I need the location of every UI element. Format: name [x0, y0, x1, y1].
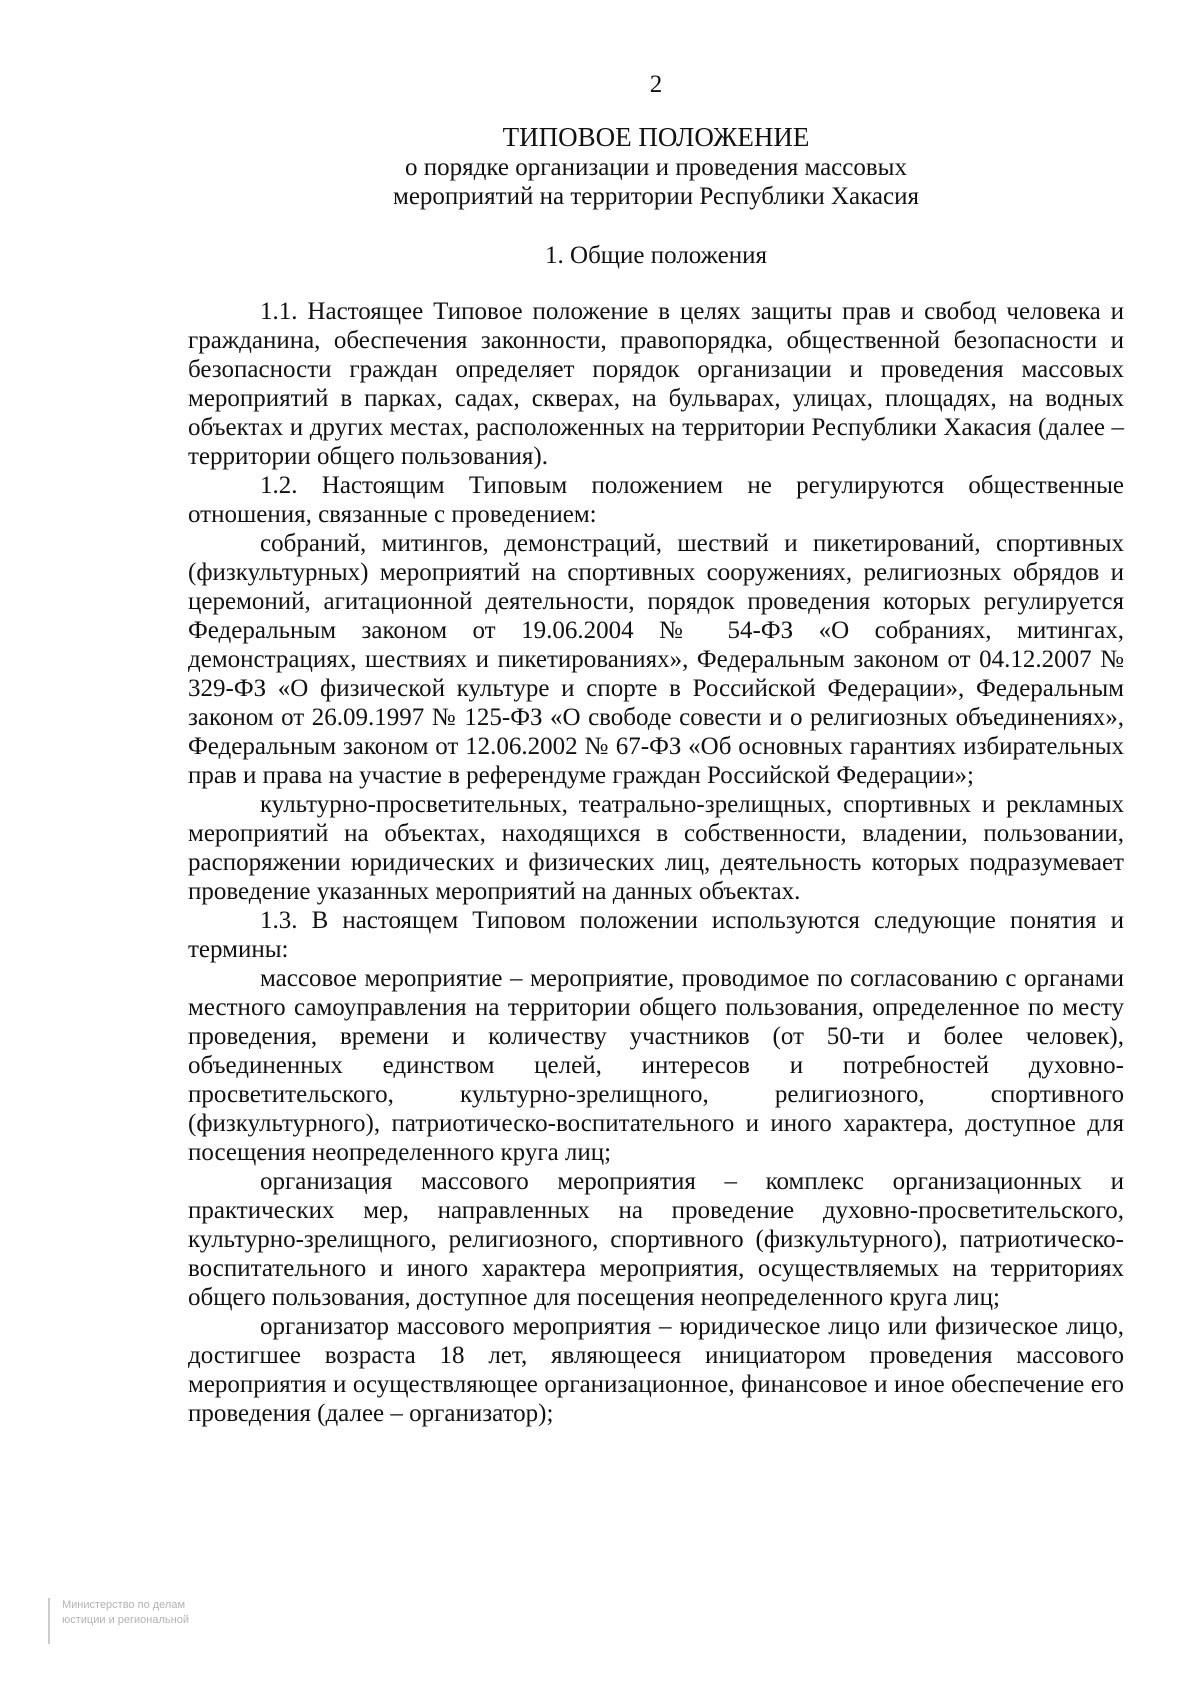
- stamp-line-2: юстиции и региональной: [62, 1614, 189, 1626]
- paragraph-1-2: 1.2. Настоящим Типовым положением не регулируются общественные отношения, связанные с проведением:: [188, 472, 1124, 528]
- definition-mass-event: массовое мероприятие – мероприятие, проводимое по согласованию с органами местного самоуправления на территории общего пользования, определенное по месту проведения, времени и количеству участников (от 50-ти и более человек), объединенных единством целей, интересов и потребностей духовно-просветительского, культурно-зрелищного, религиозного, спортивного (физкультурного), патриотическо-воспитательного и иного характера, доступное для посещения неопределенного круга лиц;: [188, 965, 1124, 1166]
- paragraph-1-3: 1.3. В настоящем Типовом положении используются следующие понятия и термины:: [188, 907, 1124, 963]
- section-heading: 1. Общие положения: [545, 242, 767, 269]
- page-number: 2: [649, 71, 663, 98]
- paragraph-1-1: 1.1. Настоящее Типовое положение в целях защиты прав и свобод человека и гражданина, обеспечения законности, правопорядка, общественной безопасности и безопасности граждан определяет порядок организации и проведения массовых мероприятий в парках, садах, скверах, на бульварах, улицах, площадях, на водных объектах и других местах, расположенных на территории Республики Хакасия (далее – территории общего пользования).: [188, 298, 1124, 470]
- definition-event-organizer: организатор массового мероприятия – юридическое лицо или физическое лицо, достигшее возраста 18 лет, являющееся инициатором проведения массового мероприятия и осуществляющее организационное, финансовое и иное обеспечение его проведения (далее – организатор);: [188, 1313, 1124, 1427]
- definition-event-organization: организация массового мероприятия – комплекс организационных и практических мер, направленных на проведение духовно-просветительского, культурно-зрелищного, религиозного, спортивного (физкультурного), патриотическо-воспитательного и иного характера мероприятия, осуществляемых на территориях общего пользования, доступное для посещения неопределенного круга лиц;: [188, 1168, 1124, 1311]
- stamp-line-1: Министерство по делам: [62, 1599, 186, 1611]
- document-subtitle-line-2: мероприятий на территории Республики Хакасия: [393, 183, 919, 210]
- document-title: ТИПОВОЕ ПОЛОЖЕНИЕ: [502, 122, 810, 152]
- paragraph-meetings: собраний, митингов, демонстраций, шествий и пикетирований, спортивных (физкультурных) мероприятий на спортивных сооружениях, религиозных обрядов и церемоний, агитационной деятельности, порядок проведения которых регулируется Федеральным законом от 19.06.2004 № 54-ФЗ «О собраниях, митингах, демонстрациях, шествиях и пикетированиях», Федеральным законом от 04.12.2007 № 329-ФЗ «О физической культуре и спорте в Российской Федерации», Федеральным законом от 26.09.1997 № 125-ФЗ «О свободе совести и о религиозных объединениях», Федеральным законом от 12.06.2002 № 67-ФЗ «Об основных гарантиях избирательных прав и права на участие в референдуме граждан Российской Федерации»;: [188, 530, 1124, 789]
- document-subtitle-line-1: о порядке организации и проведения массовых: [405, 154, 907, 181]
- paragraph-cultural-events: культурно-просветительных, театрально-зрелищных, спортивных и рекламных мероприятий на объектах, находящихся в собственности, владении, пользовании, распоряжении юридических и физических лиц, деятельность которых подразумевает проведение указанных мероприятий на данных объектах.: [188, 791, 1124, 905]
- registration-stamp: [48, 1598, 270, 1644]
- document-page: [188, 70, 1124, 1428]
